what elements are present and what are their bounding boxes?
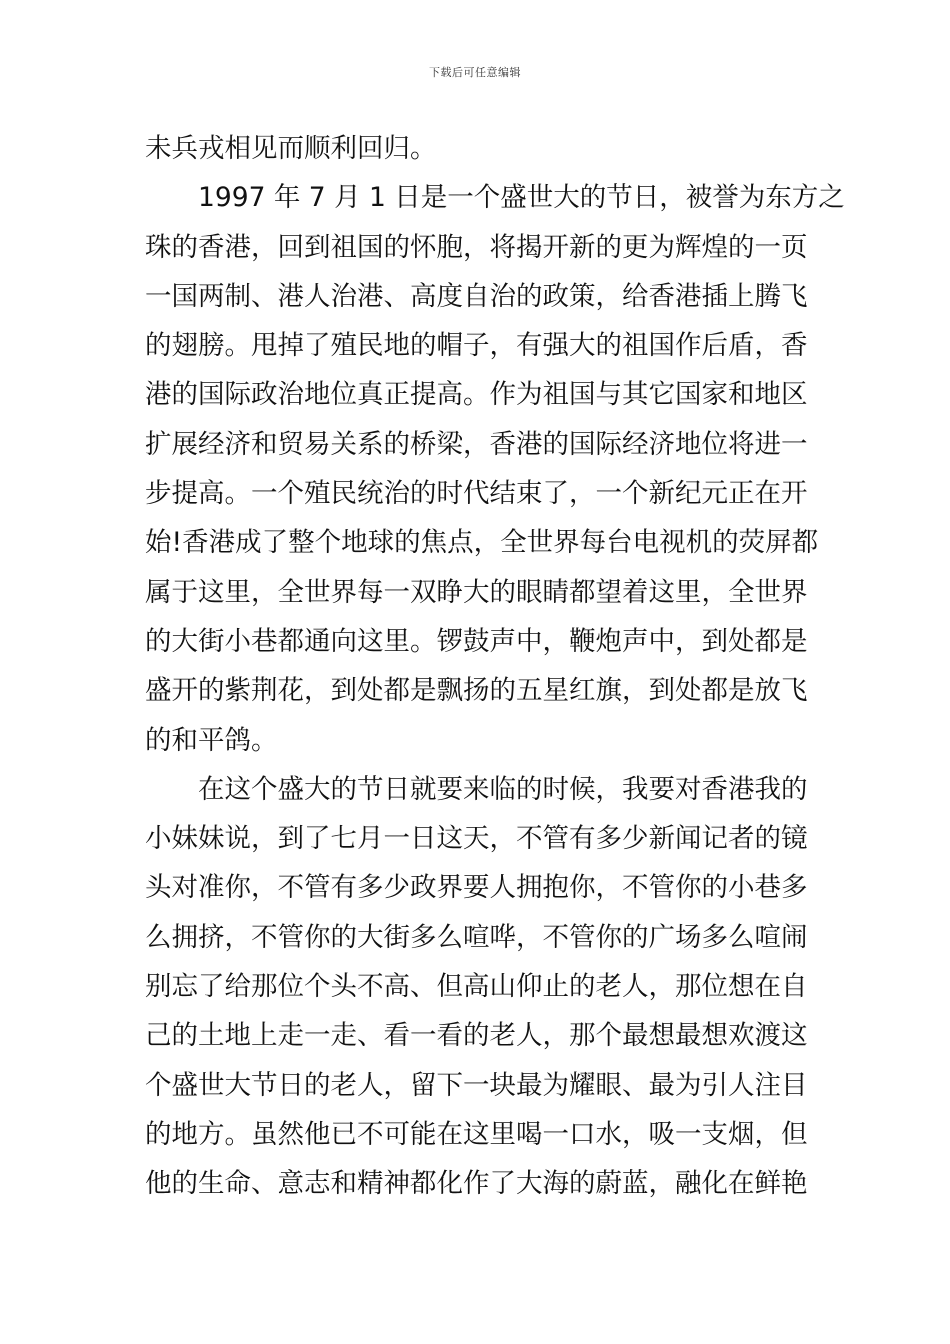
page-header: 下载后可任意编辑 [429, 66, 521, 79]
text-line: 1997 年 7 月 1 日是一个盛世大的节日，被誉为东方之 [145, 182, 845, 214]
text-line: 头对准你，不管有多少政界要人拥抱你，不管你的小巷多 [145, 872, 808, 904]
text-line: 港的国际政治地位真正提高。作为祖国与其它国家和地区 [145, 379, 808, 411]
text-line: 的翅膀。甩掉了殖民地的帽子，有强大的祖国作后盾，香 [145, 330, 808, 362]
text-line: 盛开的紫荆花，到处都是飘扬的五星红旗，到处都是放飞 [145, 675, 808, 707]
text-line: 别忘了给那位个头不高、但高山仰止的老人，那位想在自 [145, 971, 808, 1003]
text-line: 他的生命、意志和精神都化作了大海的蔚蓝，融化在鲜艳 [145, 1168, 808, 1200]
text-line: 么拥挤，不管你的大街多么喧哗，不管你的广场多么喧闹 [145, 921, 808, 953]
text-line: 扩展经济和贸易关系的桥梁，香港的国际经济地位将进一 [145, 428, 808, 460]
text-line: 小妹妹说，到了七月一日这天，不管有多少新闻记者的镜 [145, 823, 808, 855]
text-line: 属于这里，全世界每一双睁大的眼睛都望着这里，全世界 [145, 576, 808, 608]
text-line: 始!香港成了整个地球的焦点，全世界每台电视机的荧屏都 [145, 527, 819, 559]
text-line: 步提高。一个殖民统治的时代结束了，一个新纪元正在开 [145, 478, 808, 510]
paragraph [145, 124, 810, 173]
body-text [145, 124, 845, 1209]
text-line: 个盛世大节日的老人，留下一块最为耀眼、最为引人注目 [145, 1069, 808, 1101]
text-line: 珠的香港，回到祖国的怀胞，将揭开新的更为辉煌的一页 [145, 231, 808, 263]
text-line: 己的土地上走一走、看一看的老人，那个最想最想欢渡这 [145, 1020, 808, 1052]
text-line: 一国两制、港人治港、高度自治的政策，给香港插上腾飞 [145, 280, 808, 312]
paragraph [145, 173, 845, 765]
text-line: 的和平鸽。 [145, 724, 278, 756]
paragraph [145, 765, 810, 1209]
text-line: 的地方。虽然他已不可能在这里喝一口水，吸一支烟，但 [145, 1118, 808, 1150]
text-line: 在这个盛大的节日就要来临的时候，我要对香港我的 [145, 773, 808, 805]
text-line: 的大街小巷都通向这里。锣鼓声中，鞭炮声中，到处都是 [145, 625, 808, 657]
text-line: 未兵戎相见而顺利回归。 [145, 133, 437, 164]
